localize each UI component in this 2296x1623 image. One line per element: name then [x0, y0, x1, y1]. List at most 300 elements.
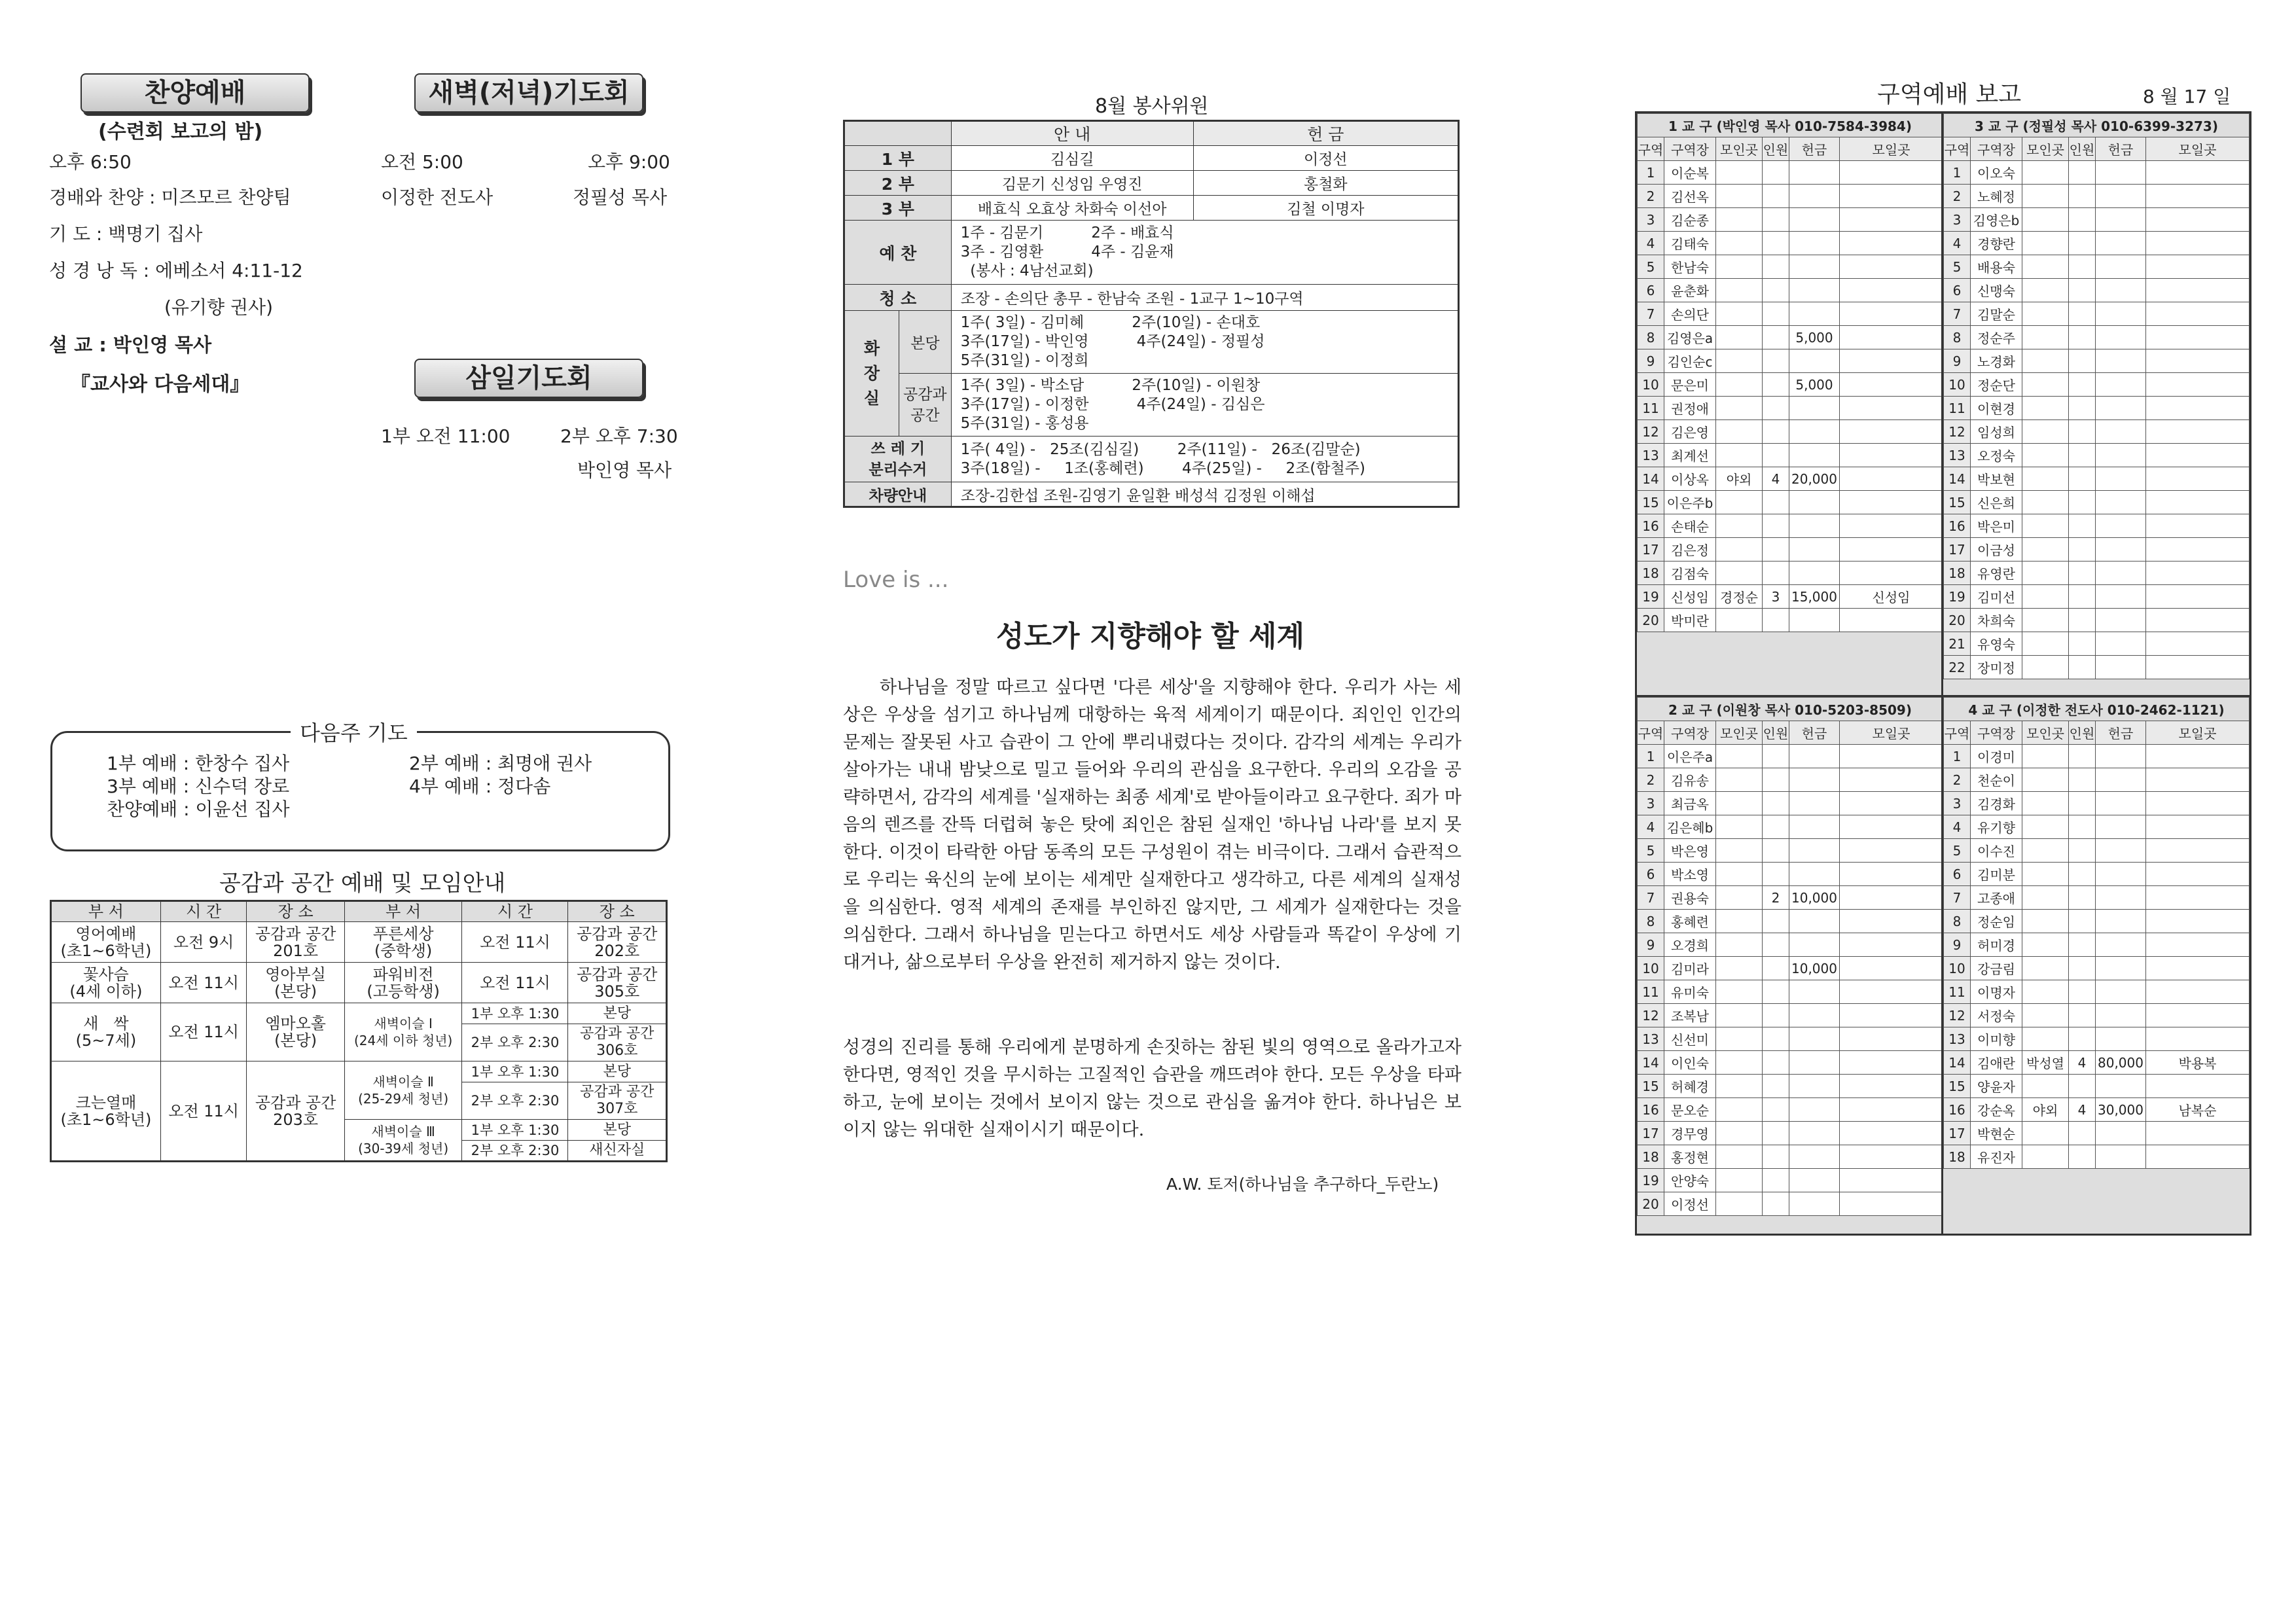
cell-count	[2069, 397, 2096, 420]
groups-header: 부 서	[344, 901, 462, 922]
cleaning-label: 청 소	[844, 285, 952, 311]
cell-offering	[2096, 538, 2146, 562]
cell-next	[2146, 514, 2250, 538]
dept-place: 엠마오홀 (본당)	[247, 1003, 344, 1061]
cell-count	[1763, 933, 1789, 957]
cell-location: 야외	[1716, 467, 1763, 491]
district-row	[1944, 957, 2250, 980]
dept-place: 본당	[568, 1003, 667, 1024]
cell-no: 3	[1944, 208, 1971, 232]
cell-next	[1840, 1169, 1943, 1192]
cell-count: 3	[1763, 585, 1789, 609]
district-row	[1944, 933, 2250, 957]
cell-leader: 강금림	[1971, 957, 2022, 980]
cell-leader: 김미선	[1971, 585, 2022, 609]
district-row	[1944, 1075, 2250, 1098]
district-column-header: 구역장	[1664, 137, 1716, 161]
cell-count	[2069, 373, 2096, 397]
cell-count	[1763, 863, 1789, 886]
district-row	[1944, 656, 2250, 679]
cell-location	[2022, 491, 2069, 514]
cell-leader: 김미라	[1664, 957, 1716, 980]
cell-location	[1716, 792, 1763, 815]
report-date: 8 월 17 일	[2143, 86, 2231, 107]
cell-no: 16	[1944, 514, 1971, 538]
restroom-space-schedule	[951, 374, 1458, 437]
cell-offering	[2096, 1075, 2146, 1098]
cell-offering	[1789, 768, 1840, 792]
cell-leader: 유미숙	[1664, 980, 1716, 1004]
worship-line	[49, 183, 303, 220]
cell-next	[2146, 745, 2250, 768]
cell-next	[1840, 609, 1943, 632]
cell-no: 5	[1944, 839, 1971, 863]
cell-offering	[2096, 255, 2146, 279]
cell-leader: 노경화	[1971, 349, 2022, 373]
cell-leader: 이은주a	[1664, 745, 1716, 768]
prayer-item: 찬양예배 : 이윤선 집사	[107, 798, 290, 820]
cell-location	[1716, 232, 1763, 255]
cell-count	[1763, 514, 1789, 538]
cell-no: 14	[1944, 1051, 1971, 1075]
cell-offering	[2096, 1122, 2146, 1145]
cell-no: 2	[1638, 768, 1664, 792]
cell-location	[2022, 585, 2069, 609]
cell-count	[1763, 279, 1789, 302]
cell-offering	[1789, 302, 1840, 326]
district-column-header: 모일곳	[1840, 721, 1943, 745]
dept-place: 공감과 공간 307호	[568, 1082, 667, 1120]
empty-area	[1943, 679, 2250, 697]
district-row	[1638, 980, 1943, 1004]
cell-count	[2069, 1145, 2096, 1169]
district-row	[1944, 538, 2250, 562]
district-row	[1638, 863, 1943, 886]
parking-value: 조장-김한섭 조원-김영기 윤일환 배성석 김정원 이해섭	[951, 482, 1458, 507]
cell-location	[2022, 980, 2069, 1004]
district-row	[1638, 302, 1943, 326]
cell-location	[2022, 255, 2069, 279]
cell-no: 12	[1638, 420, 1664, 444]
cell-location	[1716, 514, 1763, 538]
cell-location	[1716, 326, 1763, 349]
cell-count: 4	[2069, 1098, 2096, 1122]
cell-location	[2022, 349, 2069, 373]
cell-leader: 박미란	[1664, 609, 1716, 632]
cell-leader: 이은주b	[1664, 491, 1716, 514]
cell-no: 11	[1944, 397, 1971, 420]
cell-offering	[2096, 886, 2146, 910]
cell-no: 2	[1638, 185, 1664, 208]
cell-count	[1763, 255, 1789, 279]
cell-count	[1763, 1004, 1789, 1027]
cell-offering	[2096, 656, 2146, 679]
cell-no: 4	[1638, 232, 1664, 255]
district-column-header: 헌금	[2096, 721, 2146, 745]
cell-no: 7	[1944, 302, 1971, 326]
cell-next	[1840, 1075, 1943, 1098]
cell-location	[2022, 745, 2069, 768]
cell-offering	[2096, 792, 2146, 815]
district-row	[1944, 632, 2250, 656]
volunteers-table	[843, 120, 1460, 508]
report-title: 구역예배 보고	[1877, 81, 2022, 108]
cell-leader: 배용숙	[1971, 255, 2022, 279]
cell-next	[1840, 467, 1943, 491]
worship-line-label: 성 경 낭 독 :	[49, 260, 156, 281]
district-column-header: 구역장	[1971, 721, 2022, 745]
district-row	[1944, 349, 2250, 373]
cell-location	[1716, 933, 1763, 957]
district-column-header: 헌금	[2096, 137, 2146, 161]
cell-no: 15	[1944, 491, 1971, 514]
cell-location	[2022, 792, 2069, 815]
dept-place: 새신자실	[568, 1141, 667, 1162]
dept-place: 본당	[568, 1120, 667, 1141]
cell-next	[1840, 1145, 1943, 1169]
restroom-space-label: 공감과 공간	[899, 374, 952, 437]
cell-count	[2069, 467, 2096, 491]
dept-name: 크는열매 (초1~6학년)	[51, 1061, 161, 1162]
cell-no: 17	[1638, 1122, 1664, 1145]
cell-next	[1840, 302, 1943, 326]
cell-next	[2146, 538, 2250, 562]
worship-line-value: 에베소서 4:11-12	[155, 260, 303, 281]
cell-no: 12	[1944, 1004, 1971, 1027]
cell-no: 7	[1944, 886, 1971, 910]
district-row	[1638, 1098, 1943, 1122]
cell-offering	[1789, 933, 1840, 957]
district-row	[1944, 562, 2250, 585]
prayer-item: 4부 예배 : 정다솜	[409, 776, 551, 797]
cell-next	[1840, 839, 1943, 863]
cell-no: 8	[1944, 326, 1971, 349]
cell-leader: 오경희	[1664, 933, 1716, 957]
cell-next	[1840, 279, 1943, 302]
sermon-line	[49, 330, 211, 357]
cell-leader: 홍혜련	[1664, 910, 1716, 933]
district-3-table	[1941, 111, 2251, 699]
cell-next	[2146, 886, 2250, 910]
cell-leader: 이미향	[1971, 1027, 2022, 1051]
district-row	[1944, 910, 2250, 933]
dawn-leader-2: 정필성 목사	[573, 187, 668, 208]
dawn-time-2: 오후 9:00	[588, 151, 670, 173]
cell-no: 18	[1638, 1145, 1664, 1169]
cell-count: 4	[1763, 467, 1789, 491]
cell-leader: 이오숙	[1971, 161, 2022, 185]
cell-count	[1763, 302, 1789, 326]
cell-no: 6	[1944, 279, 1971, 302]
cell-count	[1763, 349, 1789, 373]
cell-offering	[1789, 420, 1840, 444]
dept-time: 1부 오후 1:30	[462, 1003, 568, 1024]
cell-location	[2022, 839, 2069, 863]
cell-next	[1840, 397, 1943, 420]
cell-no: 11	[1638, 980, 1664, 1004]
groups-header: 시 간	[462, 901, 568, 922]
cell-location	[2022, 373, 2069, 397]
district-row	[1944, 232, 2250, 255]
district-row	[1638, 768, 1943, 792]
cell-leader: 박보현	[1971, 467, 2022, 491]
cell-next	[2146, 1027, 2250, 1051]
dept-place: 공감과 공간 202호	[568, 922, 667, 963]
cell-location	[1716, 1169, 1763, 1192]
cell-location	[2022, 1122, 2069, 1145]
cell-count	[1763, 609, 1789, 632]
cell-location	[1716, 745, 1763, 768]
district-title: 4 교 구 (이정한 전도사 010-2462-1121)	[1944, 698, 2250, 721]
cell-offering	[2096, 302, 2146, 326]
prayer-item: 3부 예배 : 신수덕 장로	[107, 776, 290, 797]
cell-count	[1763, 957, 1789, 980]
cell-leader: 김은혜b	[1664, 815, 1716, 839]
cell-count	[2069, 1027, 2096, 1051]
groups-header: 부 서	[51, 901, 161, 922]
cell-location	[1716, 349, 1763, 373]
cell-count	[2069, 609, 2096, 632]
cell-next	[2146, 444, 2250, 467]
cell-no: 3	[1944, 792, 1971, 815]
district-1-table	[1635, 111, 1945, 699]
district-column-header: 구역	[1944, 721, 1971, 745]
district-row	[1944, 302, 2250, 326]
cell-next	[1840, 514, 1943, 538]
cell-next	[1840, 1027, 1943, 1051]
district-row	[1638, 397, 1943, 420]
cell-offering	[1789, 839, 1840, 863]
cell-next	[1840, 957, 1943, 980]
offering-names: 김철 이명자	[1193, 196, 1458, 221]
cell-location	[1716, 1027, 1763, 1051]
dept-time: 오전 9시	[160, 922, 247, 963]
district-row	[1638, 745, 1943, 768]
district-row	[1638, 444, 1943, 467]
cell-leader: 이명자	[1971, 980, 2022, 1004]
cell-next	[1840, 792, 1943, 815]
parking-label: 차량안내	[844, 482, 952, 507]
district-row	[1638, 349, 1943, 373]
cell-next	[2146, 632, 2250, 656]
article-kicker: Love is ...	[843, 567, 949, 593]
cell-next	[1840, 255, 1943, 279]
district-row	[1638, 1169, 1943, 1192]
district-row	[1638, 208, 1943, 232]
cell-no: 11	[1944, 980, 1971, 1004]
cell-count	[1763, 1192, 1789, 1216]
service-label: 1 부	[844, 146, 952, 171]
cell-next	[2146, 1122, 2250, 1145]
district-row	[1944, 373, 2250, 397]
cell-offering	[1789, 815, 1840, 839]
cell-no: 5	[1638, 839, 1664, 863]
cell-no: 18	[1944, 562, 1971, 585]
cell-next	[2146, 980, 2250, 1004]
cell-offering	[2096, 933, 2146, 957]
cell-location	[2022, 302, 2069, 326]
cell-location	[1716, 420, 1763, 444]
cell-next	[1840, 745, 1943, 768]
district-row	[1944, 161, 2250, 185]
cell-offering	[2096, 279, 2146, 302]
cell-count	[1763, 1075, 1789, 1098]
cell-location	[2022, 467, 2069, 491]
cell-location	[2022, 397, 2069, 420]
cell-offering	[2096, 514, 2146, 538]
cell-no: 9	[1944, 933, 1971, 957]
district-column-header: 헌금	[1789, 721, 1840, 745]
cell-next	[2146, 232, 2250, 255]
cell-leader: 김점숙	[1664, 562, 1716, 585]
cell-leader: 김순종	[1664, 208, 1716, 232]
cell-no: 3	[1638, 792, 1664, 815]
cell-location	[2022, 1027, 2069, 1051]
worship-line-value: 백명기 집사	[108, 223, 203, 245]
cell-no: 10	[1638, 957, 1664, 980]
cell-count	[1763, 792, 1789, 815]
cell-location	[2022, 815, 2069, 839]
cell-offering	[1789, 349, 1840, 373]
dept-time: 1부 오후 1:30	[462, 1061, 568, 1082]
cell-offering	[1789, 161, 1840, 185]
cell-next	[2146, 863, 2250, 886]
schedule-line: 1주( 3일) - 김미혜 2주(10일) - 손대호	[960, 314, 1261, 331]
cell-count	[2069, 980, 2096, 1004]
district-row	[1638, 420, 1943, 444]
cell-offering	[1789, 538, 1840, 562]
cell-location	[2022, 933, 2069, 957]
cell-no: 13	[1638, 1027, 1664, 1051]
cell-offering	[2096, 815, 2146, 839]
cell-no: 19	[1638, 585, 1664, 609]
cell-leader: 허혜경	[1664, 1075, 1716, 1098]
cell-count	[1763, 980, 1789, 1004]
cell-next	[1840, 208, 1943, 232]
dept-time: 오전 11시	[160, 1003, 247, 1061]
cell-offering	[2096, 562, 2146, 585]
cell-no: 1	[1944, 745, 1971, 768]
cell-next	[2146, 910, 2250, 933]
district-row	[1944, 185, 2250, 208]
cell-leader: 이인숙	[1664, 1051, 1716, 1075]
wednesday-time-1: 1부 오전 11:00	[381, 425, 511, 447]
guide-names: 김심길	[951, 146, 1193, 171]
cell-location	[1716, 538, 1763, 562]
cell-next	[1840, 538, 1943, 562]
district-row	[1638, 562, 1943, 585]
dept-name: 꽃사슴 (4세 이하)	[51, 963, 161, 1003]
cell-leader: 김은정	[1664, 538, 1716, 562]
cell-no: 4	[1944, 815, 1971, 839]
cell-count	[2069, 185, 2096, 208]
cell-count	[1763, 444, 1789, 467]
cell-leader: 이순복	[1664, 161, 1716, 185]
cell-no: 8	[1638, 910, 1664, 933]
cell-next	[1840, 815, 1943, 839]
district-row	[1944, 1051, 2250, 1075]
dawn-leader-1: 이정한 전도사	[381, 187, 493, 208]
cell-location	[1716, 185, 1763, 208]
cell-next	[2146, 957, 2250, 980]
cell-offering	[1789, 491, 1840, 514]
cell-leader: 김인순c	[1664, 349, 1716, 373]
cell-offering	[2096, 349, 2146, 373]
dept-name: 새벽이슬 Ⅰ (24세 이하 청년)	[344, 1003, 462, 1061]
cell-offering	[2096, 585, 2146, 609]
recycling-schedule	[951, 437, 1458, 482]
cell-leader: 임성희	[1971, 420, 2022, 444]
cell-offering	[1789, 1145, 1840, 1169]
dept-name: 새 싹 (5~7세)	[51, 1003, 161, 1061]
cell-offering	[2096, 420, 2146, 444]
cell-next	[1840, 933, 1943, 957]
dept-place: 영아부실 (본당)	[247, 963, 344, 1003]
cell-location: 야외	[2022, 1098, 2069, 1122]
cell-location	[1716, 1122, 1763, 1145]
district-4-table	[1941, 695, 2251, 1236]
cell-leader: 이정선	[1664, 1192, 1716, 1216]
cell-location	[1716, 886, 1763, 910]
cell-location	[2022, 957, 2069, 980]
district-row	[1944, 1027, 2250, 1051]
cell-next	[1840, 185, 1943, 208]
district-row	[1638, 1051, 1943, 1075]
cell-count	[2069, 538, 2096, 562]
cell-no: 19	[1638, 1169, 1664, 1192]
groups-title: 공감과 공간 예배 및 모임안내	[219, 870, 506, 897]
district-column-header: 모인곳	[2022, 137, 2069, 161]
choir-schedule	[951, 221, 1458, 285]
cell-next: 남복순	[2146, 1098, 2250, 1122]
cell-leader: 이현경	[1971, 397, 2022, 420]
cell-offering	[1789, 279, 1840, 302]
restroom-main-label: 본당	[899, 311, 952, 374]
article-title: 성도가 지향해야 할 세계	[996, 620, 1304, 653]
cell-count	[2069, 279, 2096, 302]
dept-time: 오전 11시	[160, 963, 247, 1003]
cell-leader: 김은영	[1664, 420, 1716, 444]
cell-leader: 손의단	[1664, 302, 1716, 326]
cell-no: 13	[1944, 1027, 1971, 1051]
cell-offering: 10,000	[1789, 957, 1840, 980]
cell-leader: 유진자	[1971, 1145, 2022, 1169]
cell-offering	[2096, 161, 2146, 185]
cell-leader: 신선미	[1664, 1027, 1716, 1051]
cell-count	[2069, 326, 2096, 349]
cell-count	[2069, 349, 2096, 373]
cell-count	[2069, 863, 2096, 886]
cell-offering	[1789, 232, 1840, 255]
cell-location	[1716, 161, 1763, 185]
district-row	[1944, 1004, 2250, 1027]
cell-next	[2146, 585, 2250, 609]
cell-location	[2022, 609, 2069, 632]
sermon-title: 『교사와 다음세대』	[71, 373, 250, 396]
cell-count: 4	[2069, 1051, 2096, 1075]
cell-location	[2022, 538, 2069, 562]
cell-count	[1763, 538, 1789, 562]
cell-next	[1840, 768, 1943, 792]
empty-area	[1637, 1216, 1943, 1234]
cell-location: 경정순	[1716, 585, 1763, 609]
cell-next	[2146, 467, 2250, 491]
recycling-label: 쓰 레 기 분리수거	[844, 437, 952, 482]
cell-next	[2146, 562, 2250, 585]
groups-table	[50, 900, 668, 1162]
groups-header: 장 소	[568, 901, 667, 922]
dept-time: 2부 오후 2:30	[462, 1141, 568, 1162]
